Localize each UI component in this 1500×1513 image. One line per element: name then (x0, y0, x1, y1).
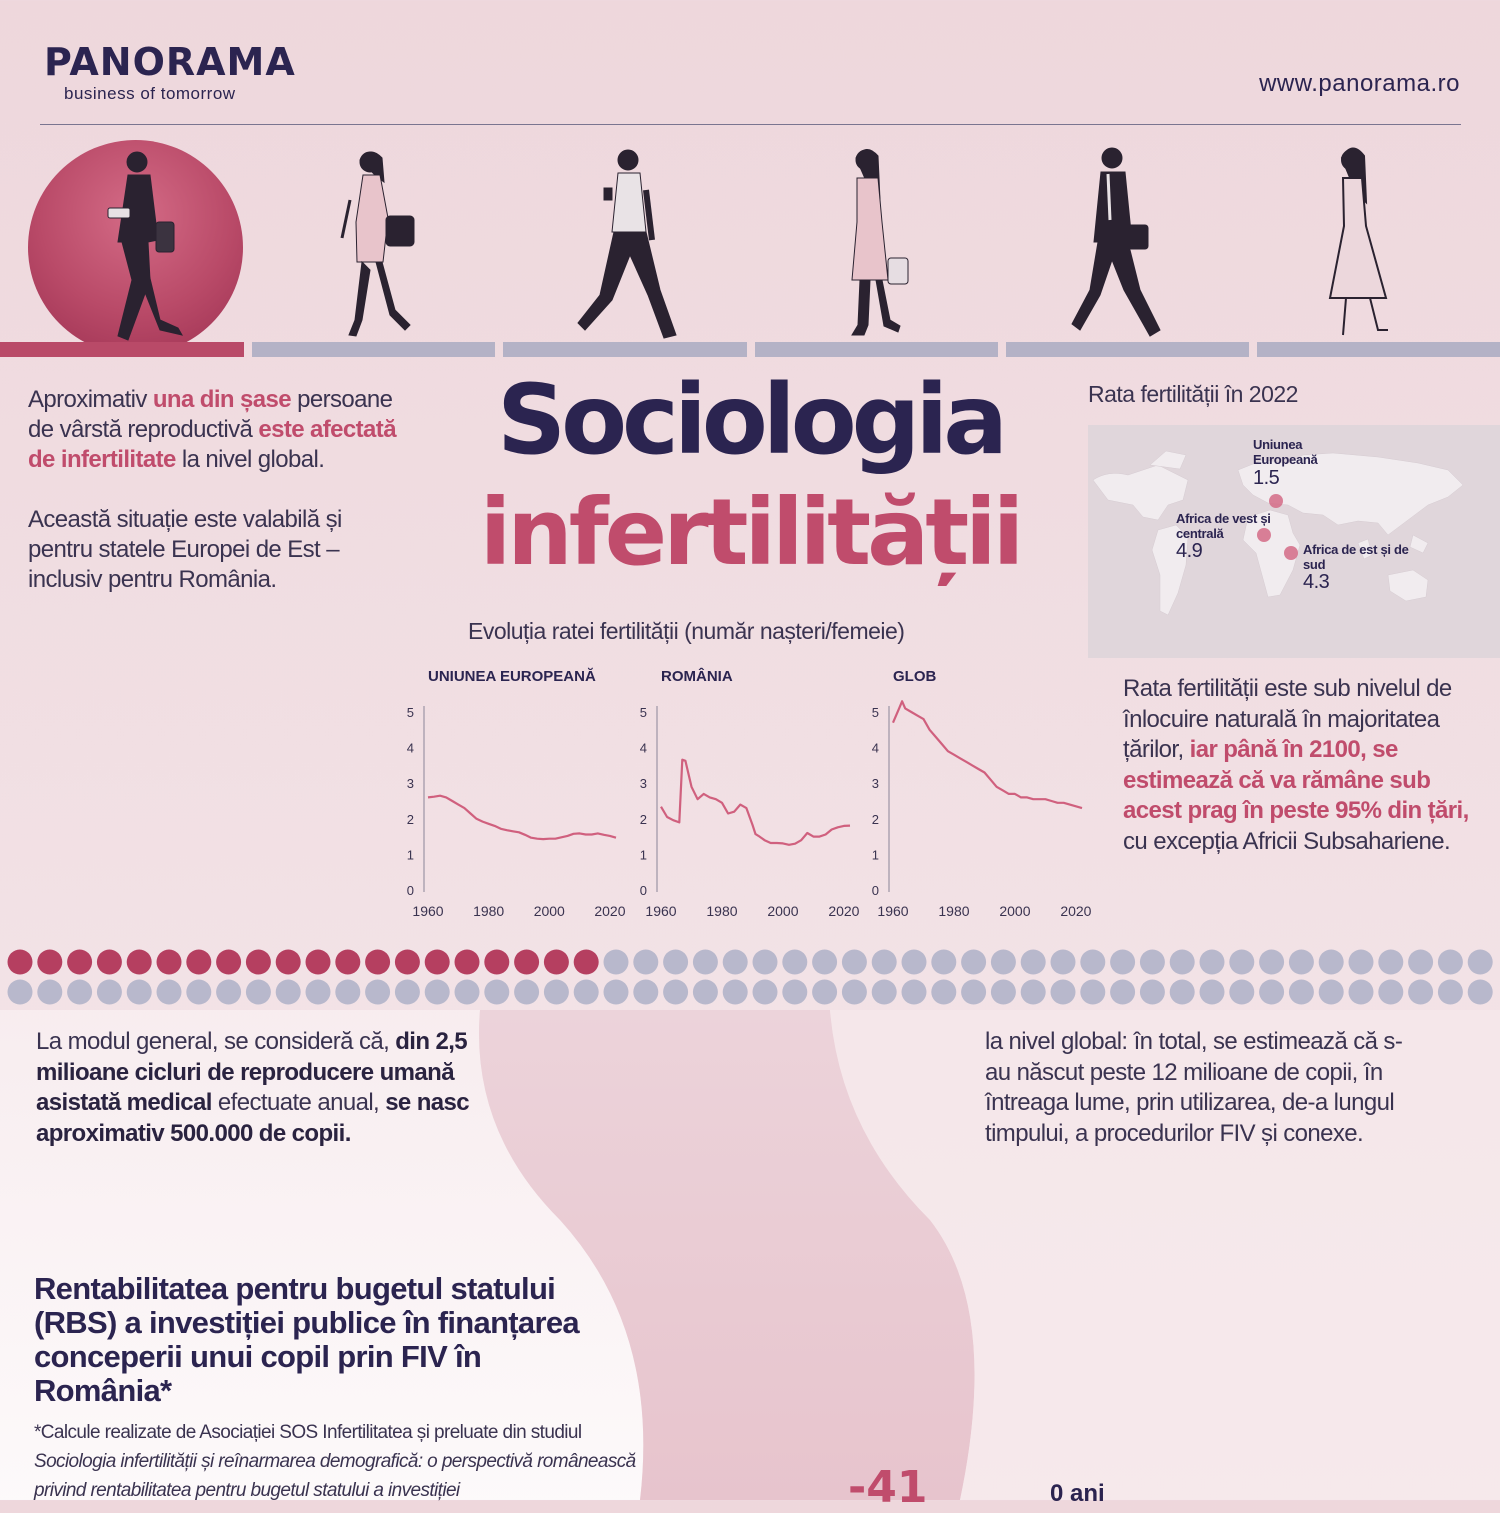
ivf-cycles-text: La modul general, se consideră că, din 2,5 milioane cicluri de reproducere umană asistată medical efectuate anual, se nasc aproximativ 500.000 de copii. (36, 1028, 470, 1147)
dot-inactive (1110, 980, 1135, 1005)
dot-inactive (574, 980, 599, 1005)
x-tick-label: 1980 (706, 903, 738, 919)
dot-inactive (1229, 950, 1254, 975)
world-map (1088, 425, 1500, 658)
dot-inactive (1349, 950, 1374, 975)
map-value-eu: 1.5 (1253, 467, 1280, 489)
series-line (661, 760, 850, 845)
dot-active (97, 950, 122, 975)
dot-inactive (693, 950, 718, 975)
dot-active (484, 950, 509, 975)
dot-inactive (484, 980, 509, 1005)
dot-inactive (633, 950, 658, 975)
logo-text: PANORAMA (44, 40, 296, 84)
website-link[interactable]: www.panorama.ro (1259, 70, 1460, 97)
y-tick-label: 5 (406, 705, 414, 720)
dot-inactive (216, 980, 241, 1005)
dot-inactive (1319, 950, 1344, 975)
dot-inactive (1259, 980, 1284, 1005)
dot-active (127, 950, 152, 975)
logo-tagline: business of tomorrow (64, 84, 236, 103)
dot-active (335, 950, 360, 975)
dot-inactive (276, 980, 301, 1005)
dot-inactive (186, 980, 211, 1005)
intro-paragraph-2: Această situație este valabilă și pentru statele Europei de Est – inclusiv pentru România. (28, 506, 342, 593)
y-tick-label: 3 (639, 776, 647, 792)
dot-inactive (1110, 950, 1135, 975)
dot-active (246, 950, 271, 975)
dot-inactive (1170, 950, 1195, 975)
dot-inactive (1349, 980, 1374, 1005)
y-tick-label: 3 (406, 776, 414, 792)
y-tick-label: 1 (639, 847, 647, 863)
dot-inactive (1468, 950, 1493, 975)
y-tick-label: 1 (406, 847, 414, 863)
map-value-africa-east: 4.3 (1303, 571, 1330, 593)
dot-active (216, 950, 241, 975)
dot-inactive (365, 980, 390, 1005)
chart-title: ROMÂNIA (661, 668, 733, 685)
page-title-line-1: Sociologia (496, 364, 1004, 476)
dot-inactive (1378, 950, 1403, 975)
dot-inactive (693, 980, 718, 1005)
dot-inactive (127, 980, 152, 1005)
dot-inactive (1468, 980, 1493, 1005)
marker-africa-east (1284, 546, 1298, 560)
dot-inactive (1378, 980, 1403, 1005)
dot-inactive (514, 980, 539, 1005)
dot-active (306, 950, 331, 975)
fertility-projection-text: Rata fertilității este sub nivelul de înlocuire naturală în majoritatea țărilor, iar până în 2100, se estimează că va rămâne sub acest prag în peste 95% din țări, cu excepția Africii Subsahariene. (1123, 675, 1469, 855)
x-tick-label: 2000 (999, 903, 1031, 919)
marker-eu (1269, 494, 1283, 508)
y-tick-label: 2 (639, 811, 647, 827)
dot-inactive (812, 980, 837, 1005)
dot-inactive (902, 980, 927, 1005)
dot-active (574, 950, 599, 975)
dot-active (8, 950, 33, 975)
y-tick-label: 2 (871, 811, 879, 827)
map-label-eu: Uniunea Europeană (1253, 437, 1318, 467)
dot-active (365, 950, 390, 975)
x-tick-label: 1960 (412, 903, 444, 919)
y-tick-label: 0 (639, 883, 647, 898)
dot-inactive (902, 950, 927, 975)
intro-paragraph-1: Aproximativ una din șase persoane de vârstă reproductivă este afectată de infertilitate la nivel global. (28, 386, 396, 473)
dot-active (276, 950, 301, 975)
y-tick-label: 0 (406, 883, 414, 898)
series-line (428, 796, 616, 839)
dot-inactive (1140, 980, 1165, 1005)
rbs-big-value: -41 (848, 1462, 928, 1513)
dot-inactive (931, 950, 956, 975)
dot-inactive (723, 980, 748, 1005)
map-value-africa-west: 4.9 (1176, 540, 1203, 562)
dot-inactive (425, 980, 450, 1005)
y-tick-label: 1 (871, 847, 879, 863)
y-tick-label: 0 (871, 883, 879, 898)
dot-inactive (931, 980, 956, 1005)
dot-active (455, 950, 480, 975)
dot-inactive (335, 980, 360, 1005)
dot-inactive (1259, 950, 1284, 975)
dot-inactive (395, 980, 420, 1005)
dot-inactive (1200, 950, 1225, 975)
dot-inactive (1021, 950, 1046, 975)
dot-inactive (1200, 980, 1225, 1005)
ivf-global-text: la nivel global: în total, se estimează că s-au născut peste 12 milioane de copii, în întreaga lume, prin utilizarea, de-a lungul timpului, a procedurilor FIV și conexe. (985, 1028, 1403, 1147)
dot-inactive (991, 980, 1016, 1005)
y-tick-label: 3 (871, 776, 879, 792)
dot-active (425, 950, 450, 975)
dot-inactive (782, 980, 807, 1005)
page-title-line-2: infertilității (479, 479, 1021, 586)
chart-title: GLOB (893, 668, 937, 685)
dot-active (186, 950, 211, 975)
dot-active (514, 950, 539, 975)
y-tick-label: 4 (406, 740, 414, 756)
dot-inactive (604, 980, 629, 1005)
y-tick-label: 4 (639, 740, 647, 756)
rbs-age-label: 0 ani (1050, 1480, 1105, 1507)
dot-inactive (872, 980, 897, 1005)
dot-inactive (842, 980, 867, 1005)
dot-active (67, 950, 92, 975)
dot-inactive (1051, 950, 1076, 975)
dot-active (544, 950, 569, 975)
dot-inactive (37, 980, 62, 1005)
dot-inactive (157, 980, 182, 1005)
rbs-footnote: *Calcule realizate de Asociației SOS Infertilitatea și preluate din studiul Sociologia infertilității și reînarmarea demografică: o perspectivă românească privind rentabilitatea pentru bugetul statului a investiției (34, 1422, 636, 1501)
dot-inactive (633, 980, 658, 1005)
x-tick-label: 2020 (594, 903, 626, 919)
dot-inactive (961, 950, 986, 975)
y-tick-label: 5 (871, 705, 879, 720)
dot-inactive (1438, 950, 1463, 975)
dot-inactive (663, 950, 688, 975)
dot-active (37, 950, 62, 975)
dot-inactive (1229, 980, 1254, 1005)
map-title: Rata fertilității în 2022 (1088, 381, 1298, 407)
dot-inactive (753, 950, 778, 975)
dot-inactive (812, 950, 837, 975)
dot-inactive (872, 950, 897, 975)
dot-inactive (1408, 980, 1433, 1005)
x-tick-label: 2020 (1060, 903, 1092, 919)
x-tick-label: 2000 (533, 903, 565, 919)
dot-inactive (1438, 980, 1463, 1005)
dot-inactive (1408, 950, 1433, 975)
dot-inactive (306, 980, 331, 1005)
map-label-africa-west: Africa de vest și centrală (1176, 511, 1271, 541)
dot-inactive (723, 950, 748, 975)
dot-inactive (8, 980, 33, 1005)
charts-section-title: Evoluția ratei fertilității (număr nașteri/femeie) (468, 618, 905, 644)
dot-active (395, 950, 420, 975)
y-tick-label: 2 (406, 811, 414, 827)
dot-inactive (663, 980, 688, 1005)
y-tick-label: 5 (639, 705, 647, 720)
dot-inactive (1289, 980, 1314, 1005)
dot-inactive (1319, 980, 1344, 1005)
dot-inactive (842, 950, 867, 975)
dot-inactive (67, 980, 92, 1005)
dot-inactive (1080, 980, 1105, 1005)
dot-inactive (1051, 980, 1076, 1005)
y-tick-label: 4 (871, 740, 879, 756)
chart-title: UNIUNEA EUROPEANĂ (428, 668, 596, 685)
map-label-africa-east: Africa de est și de sud (1303, 542, 1409, 572)
x-tick-label: 2020 (828, 903, 860, 919)
x-tick-label: 1960 (645, 903, 677, 919)
dot-inactive (246, 980, 271, 1005)
x-tick-label: 1960 (877, 903, 909, 919)
series-line (893, 701, 1082, 808)
dot-inactive (1021, 980, 1046, 1005)
x-tick-label: 1980 (473, 903, 505, 919)
dot-inactive (1140, 950, 1165, 975)
dot-inactive (455, 980, 480, 1005)
dot-inactive (604, 950, 629, 975)
dot-active (157, 950, 182, 975)
dot-inactive (544, 980, 569, 1005)
dot-inactive (991, 950, 1016, 975)
dot-inactive (753, 980, 778, 1005)
dot-inactive (97, 980, 122, 1005)
dot-inactive (782, 950, 807, 975)
dot-inactive (1170, 980, 1195, 1005)
dot-inactive (1080, 950, 1105, 975)
dot-inactive (961, 980, 986, 1005)
dot-inactive (1289, 950, 1314, 975)
x-tick-label: 1980 (938, 903, 970, 919)
dot-ratio-indicator (0, 940, 1500, 1010)
x-tick-label: 2000 (767, 903, 799, 919)
rbs-heading: Rentabilitatea pentru bugetul statului (RBS) a investiției publice în finanțarea conceperii unui copil prin FIV în România* (34, 1271, 579, 1408)
